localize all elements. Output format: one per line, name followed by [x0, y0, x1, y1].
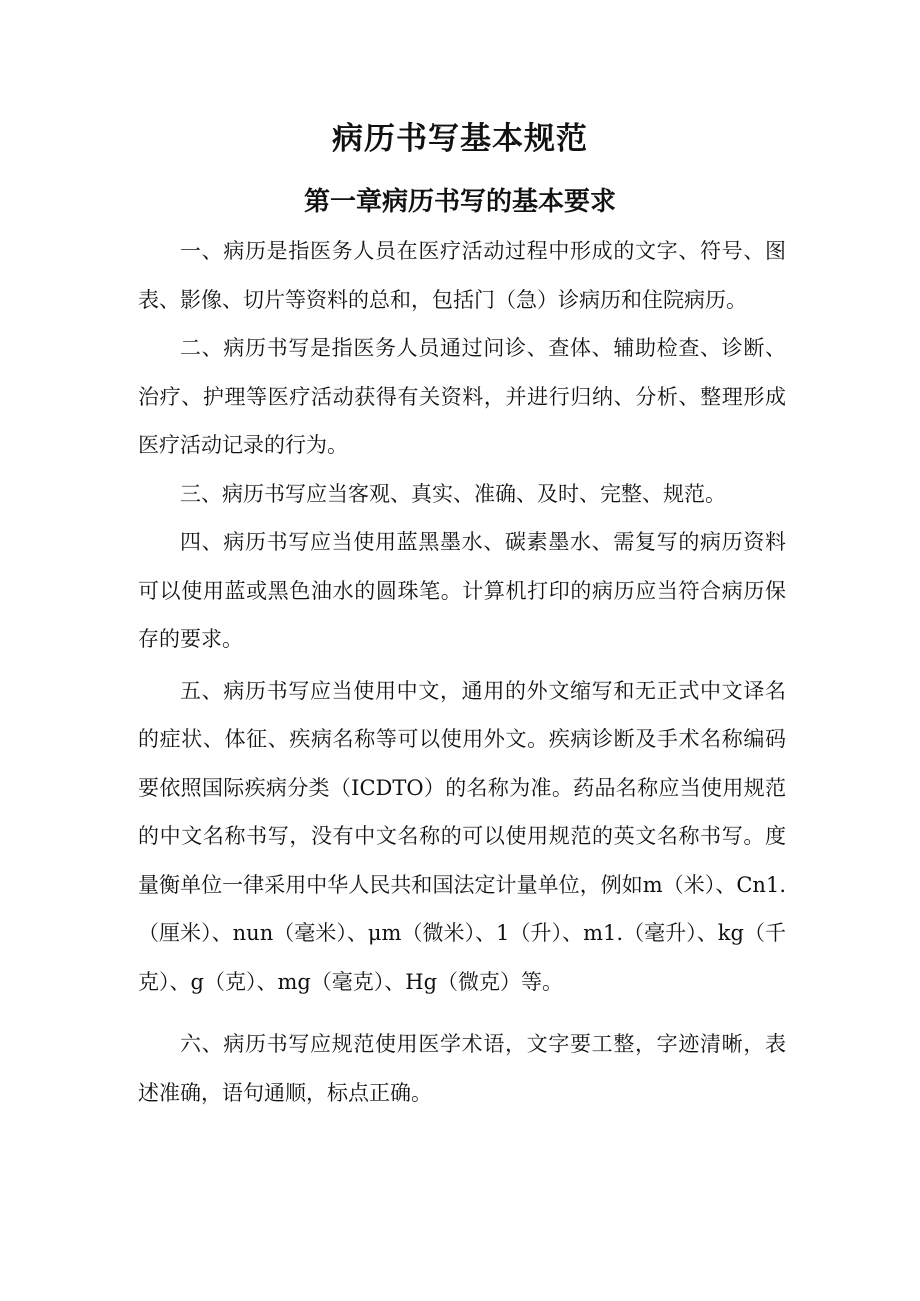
document-title: 病历书写基本规范: [332, 121, 588, 157]
chapter-title: 第一章病历书写的基本要求: [303, 187, 616, 217]
paragraph-3: 三、病历书写应当客观、真实、准确、及时、完整、规范。: [180, 481, 726, 506]
paragraph-1: 一、病历是指医务人员在医疗活动过程中形成的文字、符号、图表、影像、切片等资料的总和，包括门（急）诊病历和住院病历。: [138, 239, 786, 312]
paragraph-4: 四、病历书写应当使用蓝黑墨水、碳素墨水、需复写的病历资料可以使用蓝或黑色油水的圆珠笔。计算机打印的病历应当符合病历保存的要求。: [138, 530, 786, 651]
paragraph-6: 六、病历书写应规范使用医学术语，文字要工整，字迹清晰，表述准确，语句通顺，标点正确。: [138, 1032, 786, 1105]
paragraph-2: 二、病历书写是指医务人员通过问诊、查体、辅助检查、诊断、治疗、护理等医疗活动获得有关资料，并进行归纳、分析、整理形成医疗活动记录的行为。: [138, 336, 786, 457]
document-body: [138, 227, 786, 1117]
paragraph-5: 五、病历书写应当使用中文，通用的外文缩写和无正式中文译名的症状、体征、疾病名称等可以使用外文。疾病诊断及手术名称编码要依照国际疾病分类（ICDTO）的名称为准。药品名称应当使用规范的中文名称书写，没有中文名称的可以使用规范的英文名称书写。度量衡单位一律采用中华人民共和国法定计量单位，例如m（米）、Cn1.（厘米）、nun（毫米）、μm（微米）、1（升）、m1.（毫升）、kg（千克）、g（克）、mg（毫克）、Hg（微克）等。: [138, 678, 786, 994]
